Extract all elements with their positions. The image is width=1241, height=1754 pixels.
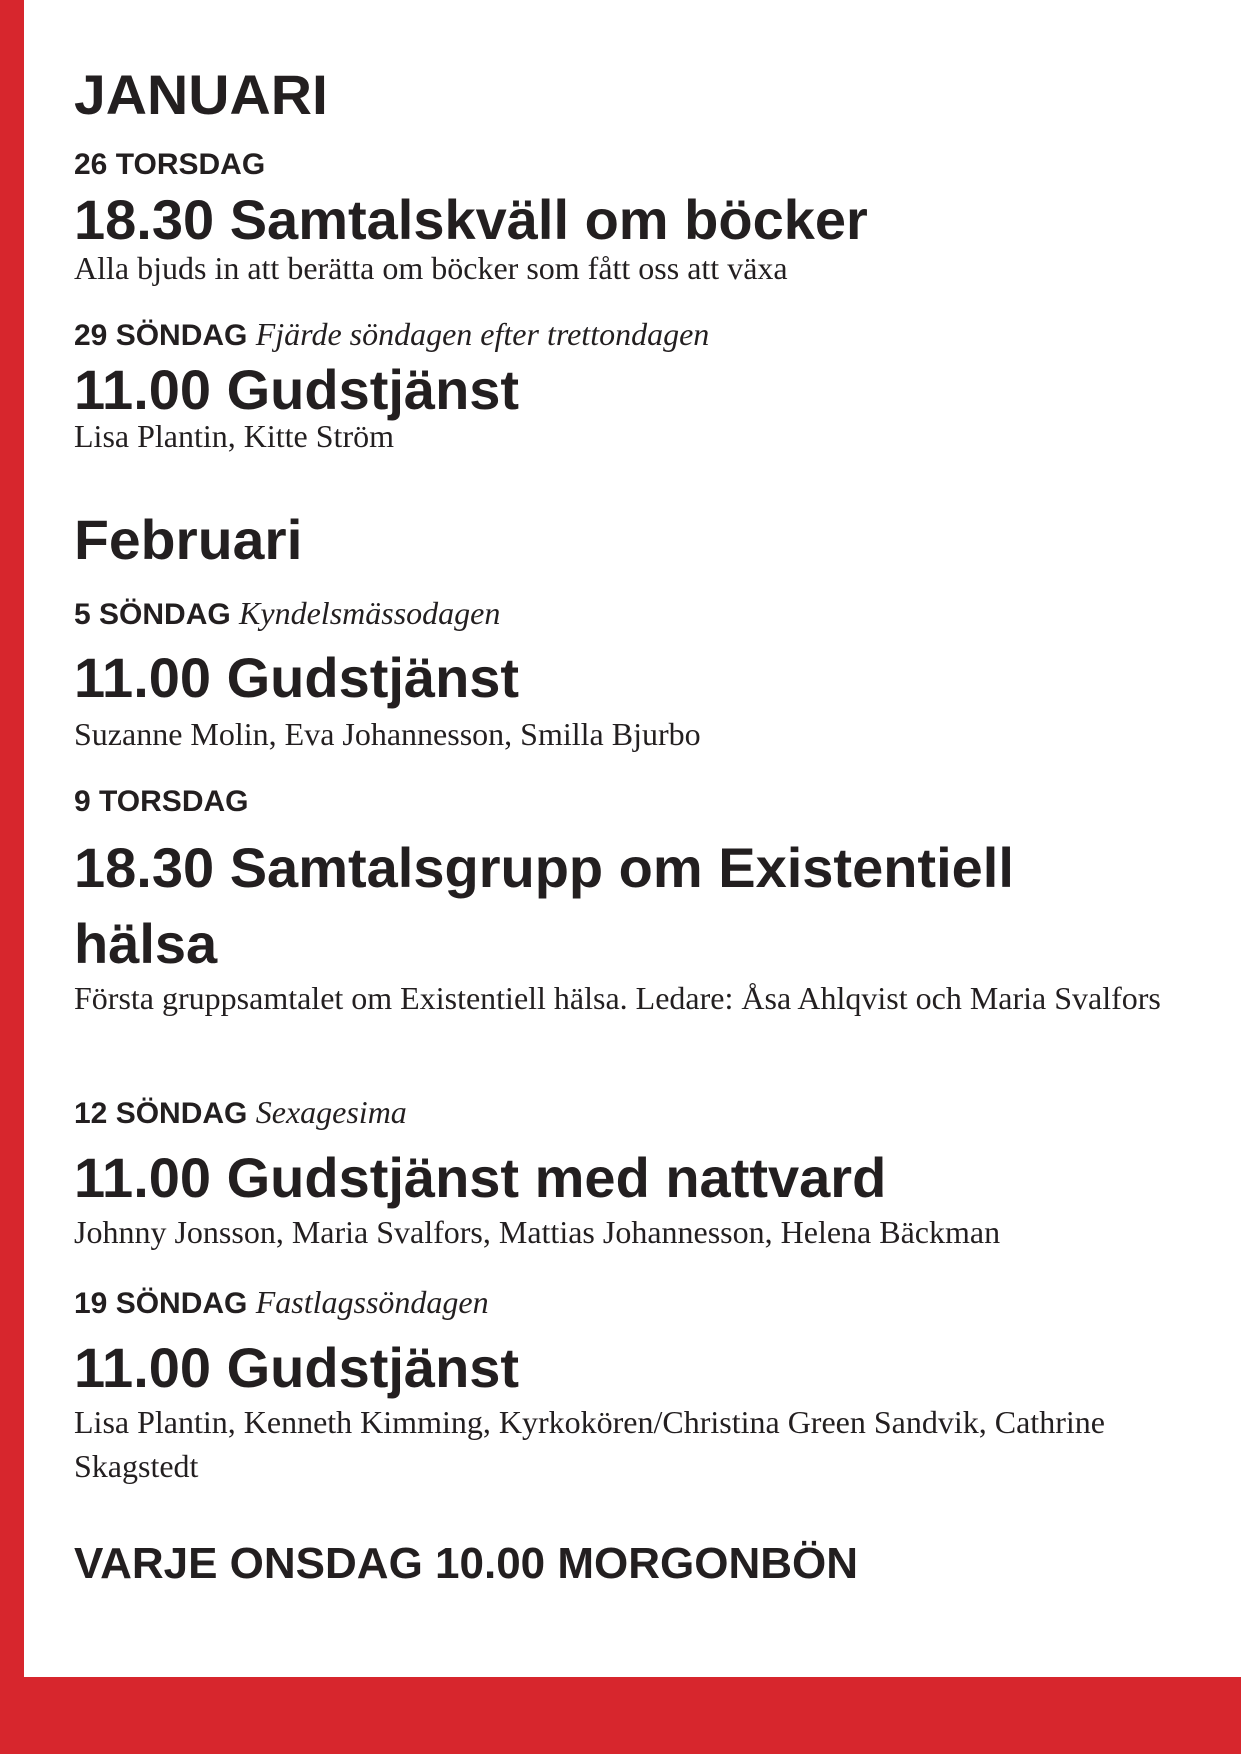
event-title: 11.00 Gudstjänst (74, 1336, 520, 1399)
church-occasion: Sexagesima (255, 1094, 407, 1130)
event-description: Lisa Plantin, Kitte Ström (74, 418, 394, 454)
event-title: 18.30 Samtalskväll om böcker (74, 188, 868, 251)
event-title: 11.00 Gudstjänst med nattvard (74, 1146, 887, 1209)
event-description: Alla bjuds in att berätta om böcker som fått oss att växa (74, 250, 788, 286)
day-label: 29 SÖNDAG (74, 319, 248, 352)
event-title: 18.30 Samtalsgrupp om Existentiell hälsa (74, 836, 1014, 975)
event-description: Första gruppsamtalet om Existentiell hälsa. Ledare: Åsa Ahlqvist och Maria Svalfors (74, 980, 1161, 1016)
day-label: 12 SÖNDAG (74, 1097, 248, 1130)
church-occasion: Fastlagssöndagen (255, 1284, 489, 1320)
day-label: 19 SÖNDAG (74, 1287, 248, 1320)
red-left-border (0, 0, 24, 1754)
day-label: 5 SÖNDAG (74, 598, 231, 631)
event-description: Johnny Jonsson, Maria Svalfors, Mattias Johannesson, Helena Bäckman (74, 1214, 1001, 1250)
church-occasion: Fjärde söndagen efter trettondagen (255, 316, 710, 352)
event-description: Suzanne Molin, Eva Johannesson, Smilla Bjurbo (74, 716, 701, 752)
event-title: 11.00 Gudstjänst (74, 358, 520, 421)
event-description: Lisa Plantin, Kenneth Kimming, Kyrkokören/Christina Green Sandvik, Cathrine Skagstedt (74, 1404, 1105, 1484)
day-label: 26 TORSDAG (74, 148, 266, 181)
event-day (74, 1096, 407, 1129)
month-heading-januari: JANUARI (74, 63, 328, 126)
weekly-morning-prayer: VARJE ONSDAG 10.00 MORGONBÖN (74, 1539, 859, 1588)
event-day (74, 597, 500, 630)
event-day (74, 787, 248, 817)
event-day (74, 150, 265, 180)
day-label: 9 TORSDAG (74, 785, 249, 818)
event-day (74, 318, 709, 351)
event-day (74, 1286, 489, 1319)
church-occasion: Kyndelsmässodagen (239, 595, 501, 631)
month-heading-februari: Februari (74, 508, 303, 571)
event-title: 11.00 Gudstjänst (74, 646, 520, 709)
red-bottom-band (0, 1677, 1241, 1754)
